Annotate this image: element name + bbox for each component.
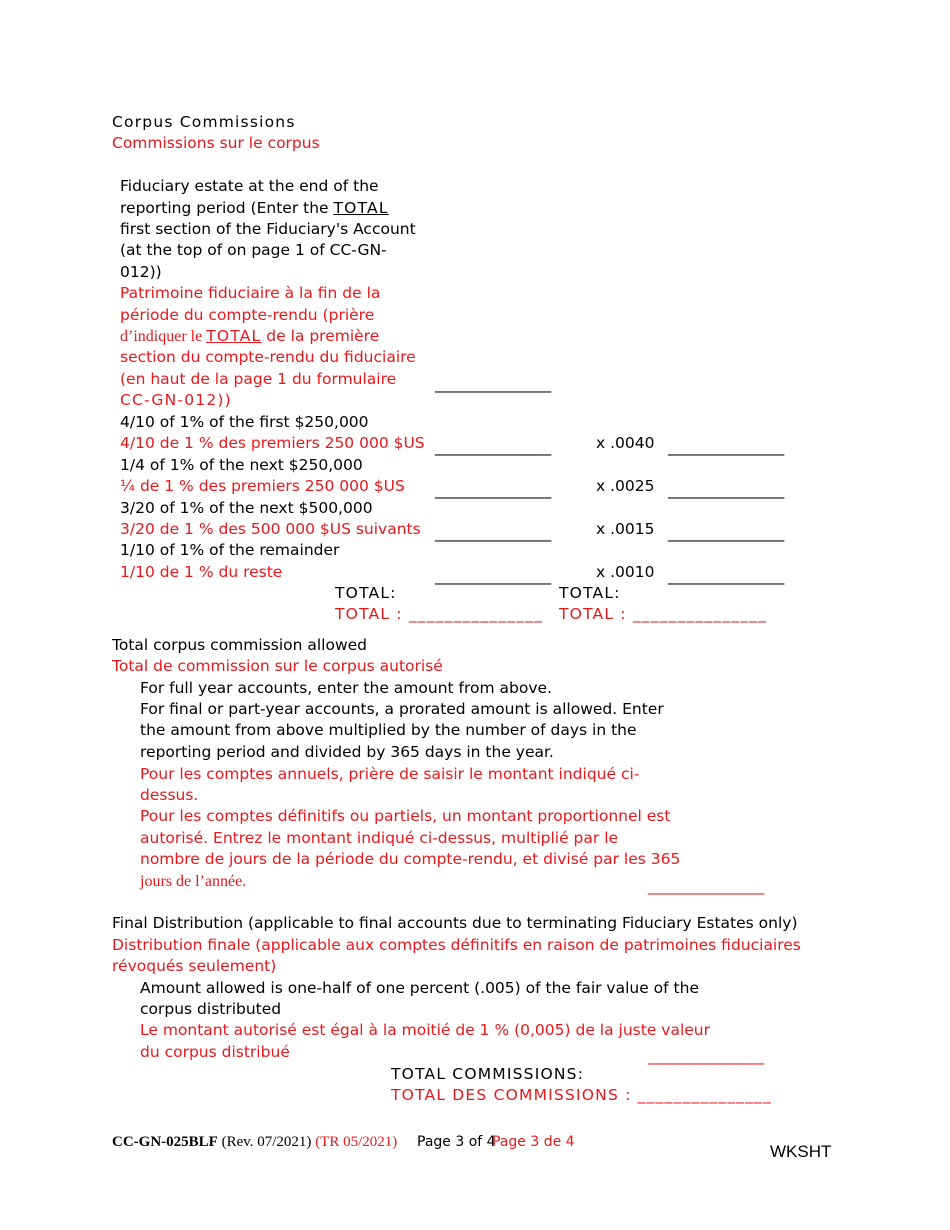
page-number-fr: Page 3 de 4 [492, 1134, 575, 1150]
rate-amount-blank[interactable]: _______________ [435, 524, 552, 542]
section-title-allowed: Total corpus commission allowed [112, 636, 368, 654]
allowed-instruction-fr: nombre de jours de la période du compte-rendu, et divisé par les 365 [140, 850, 681, 868]
total-commissions-field-fr[interactable]: TOTAL DES COMMISSIONS : _______________ [391, 1086, 772, 1104]
total-label: TOTAL: [335, 584, 397, 602]
final-amount-blank[interactable]: _______________ [648, 1047, 765, 1065]
final-instruction-fr: Le montant autorisé est égal à la moitié de 1 % (0,005) de la juste valeur [140, 1021, 710, 1039]
rate-label: 4/10 of 1% of the first $250,000 [120, 413, 369, 431]
section-title-allowed-fr: Total de commission sur le corpus autorisé [112, 657, 443, 675]
allowed-amount-blank[interactable]: _______________ [648, 877, 765, 895]
rate-result-blank[interactable]: _______________ [668, 481, 785, 499]
allowed-instruction: the amount from above multiplied by the number of days in the [140, 721, 637, 739]
rate-result-blank[interactable]: _______________ [668, 438, 785, 456]
fiduciary-estate-line: reporting period (Enter the TOTAL [120, 199, 389, 217]
rate-multiplier: x .0040 [596, 434, 655, 452]
section-title-final-fr: Distribution finale (applicable aux comptes définitifs en raison de patrimoines fiduciaires [112, 936, 801, 954]
total-label: TOTAL: [559, 584, 621, 602]
allowed-instruction: For final or part-year accounts, a prorated amount is allowed. Enter [140, 700, 664, 718]
allowed-instruction-fr: Pour les comptes annuels, prière de saisir le montant indiqué ci- [140, 765, 640, 783]
rate-label-fr: 3/20 de 1 % des 500 000 $US suivants [120, 520, 421, 538]
fiduciary-estate-line-fr: (en haut de la page 1 du formulaire [120, 370, 397, 388]
rate-amount-blank[interactable]: _______________ [435, 481, 552, 499]
rate-result-blank[interactable]: _______________ [668, 567, 785, 585]
rate-multiplier: x .0015 [596, 520, 655, 538]
fiduciary-estate-line: (at the top of on page 1 of CC-GN- [120, 241, 387, 259]
rate-label: 1/10 of 1% of the remainder [120, 541, 340, 559]
allowed-instruction: For full year accounts, enter the amount from above. [140, 679, 552, 697]
fiduciary-estate-line: Fiduciary estate at the end of the [120, 177, 379, 195]
allowed-instruction-fr: autorisé. Entrez le montant indiqué ci-dessus, multiplié par le [140, 829, 619, 847]
fiduciary-estate-blank[interactable]: _______________ [435, 375, 552, 393]
fiduciary-estate-line-fr: section du compte-rendu du fiduciaire [120, 348, 416, 366]
fiduciary-estate-line: first section of the Fiduciary's Account [120, 220, 416, 238]
allowed-instruction: reporting period and divided by 365 days in the year. [140, 743, 554, 761]
rate-label: 1/4 of 1% of the next $250,000 [120, 456, 363, 474]
final-instruction-fr: du corpus distribué [140, 1043, 290, 1061]
total-field-fr[interactable]: TOTAL : _______________ [559, 605, 768, 623]
fiduciary-estate-line-fr: d’indiquer le TOTAL de la première [120, 327, 380, 345]
rate-label: 3/20 of 1% of the next $500,000 [120, 499, 373, 517]
final-instruction: corpus distributed [140, 1000, 282, 1018]
footer-form-info: CC-GN-025BLF (Rev. 07/2021) (TR 05/2021) [112, 1134, 398, 1150]
section-title-corpus-fr: Commissions sur le corpus [112, 134, 320, 152]
section-title-final-fr: révoqués seulement) [112, 957, 277, 975]
rate-label-fr: ¼ de 1 % des premiers 250 000 $US [120, 477, 405, 495]
rate-label-fr: 4/10 de 1 % des premiers 250 000 $US [120, 434, 425, 452]
fiduciary-estate-line-fr: CC-GN-012)) [120, 391, 232, 409]
allowed-instruction-fr: jours de l’année. [140, 873, 247, 890]
fiduciary-estate-line-fr: Patrimoine fiduciaire à la fin de la [120, 284, 381, 302]
section-title-final: Final Distribution (applicable to final accounts due to terminating Fiduciary Estates only) [112, 914, 798, 932]
worksheet-label: WKSHT [770, 1142, 832, 1161]
rate-label-fr: 1/10 de 1 % du reste [120, 563, 283, 581]
rate-result-blank[interactable]: _______________ [668, 524, 785, 542]
final-instruction: Amount allowed is one-half of one percent (.005) of the fair value of the [140, 979, 699, 997]
form-id: CC-GN-025BLF [112, 1134, 218, 1150]
fiduciary-estate-line: 012)) [120, 263, 162, 281]
rate-multiplier: x .0010 [596, 563, 655, 581]
allowed-instruction-fr: dessus. [140, 786, 199, 804]
total-commissions-label: TOTAL COMMISSIONS: [391, 1065, 585, 1083]
section-title-corpus: Corpus Commissions [112, 113, 296, 131]
total-field-fr[interactable]: TOTAL : _______________ [335, 605, 544, 623]
allowed-instruction-fr: Pour les comptes définitifs ou partiels, un montant proportionnel est [140, 807, 671, 825]
rate-amount-blank[interactable]: _______________ [435, 438, 552, 456]
rate-amount-blank[interactable]: _______________ [435, 567, 552, 585]
page-number: Page 3 of 4 [417, 1134, 496, 1150]
fiduciary-estate-line-fr: période du compte-rendu (prière [120, 306, 375, 324]
rate-multiplier: x .0025 [596, 477, 655, 495]
